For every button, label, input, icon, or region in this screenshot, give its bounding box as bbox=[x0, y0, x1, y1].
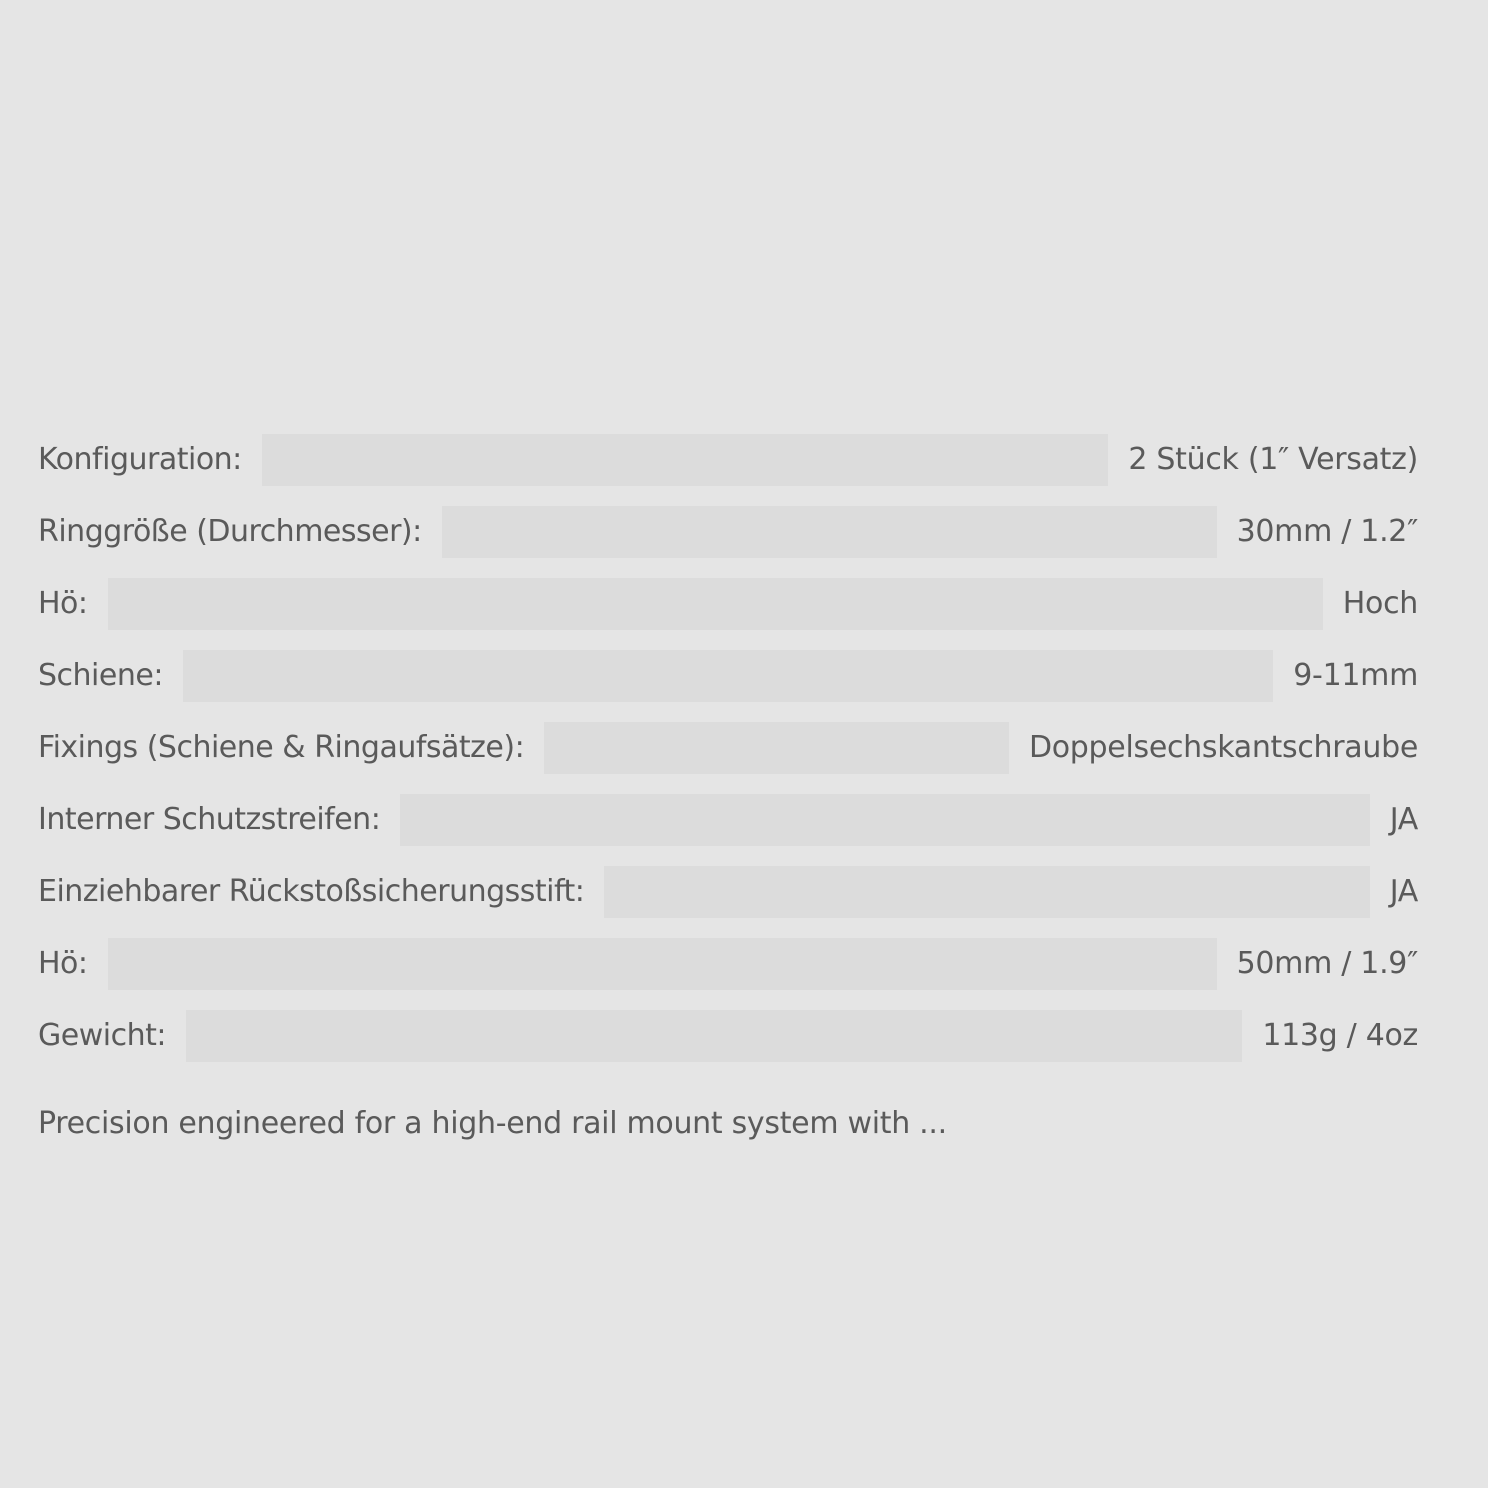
clipped-description-content: Precision engineered for a high-end rail mount system with ... bbox=[38, 1106, 947, 1141]
spec-value: Hoch bbox=[1342, 586, 1418, 621]
spec-value: JA bbox=[1389, 874, 1418, 909]
spec-leader-bar bbox=[262, 434, 1109, 486]
spec-label: Konfiguration: bbox=[38, 442, 242, 477]
spec-value: 30mm / 1.2″ bbox=[1236, 514, 1418, 549]
spec-leader-bar bbox=[108, 938, 1217, 990]
spec-value: 9-11mm bbox=[1293, 658, 1418, 693]
spec-value: 2 Stück (1″ Versatz) bbox=[1128, 442, 1418, 477]
spec-label: Fixings (Schiene & Ringaufsätze): bbox=[38, 730, 525, 765]
spec-leader-bar bbox=[183, 650, 1273, 702]
spec-list bbox=[38, 434, 1418, 1082]
clipped-description-text bbox=[38, 1098, 1198, 1141]
spec-row bbox=[38, 578, 1418, 630]
spec-leader-bar bbox=[400, 794, 1369, 846]
spec-leader-bar bbox=[108, 578, 1323, 630]
spec-label: Ringgröße (Durchmesser): bbox=[38, 514, 422, 549]
spec-label: Gewicht: bbox=[38, 1018, 166, 1053]
spec-label: Hö: bbox=[38, 586, 88, 621]
spec-row bbox=[38, 506, 1418, 558]
spec-row bbox=[38, 866, 1418, 918]
spec-row bbox=[38, 434, 1418, 486]
spec-label: Hö: bbox=[38, 946, 88, 981]
spec-value: JA bbox=[1389, 802, 1418, 837]
spec-leader-bar bbox=[604, 866, 1369, 918]
spec-leader-bar bbox=[544, 722, 1009, 774]
spec-leader-bar bbox=[186, 1010, 1242, 1062]
spec-row bbox=[38, 722, 1418, 774]
spec-leader-bar bbox=[442, 506, 1217, 558]
spec-row bbox=[38, 1010, 1418, 1062]
spec-row bbox=[38, 794, 1418, 846]
spec-label: Schiene: bbox=[38, 658, 163, 693]
spec-value: 50mm / 1.9″ bbox=[1236, 946, 1418, 981]
spec-label: Einziehbarer Rückstoßsicherungsstift: bbox=[38, 874, 585, 909]
spec-value: Doppelsechskantschraube bbox=[1028, 730, 1418, 765]
spec-value: 113g / 4oz bbox=[1262, 1018, 1418, 1053]
spec-row bbox=[38, 938, 1418, 990]
spec-row bbox=[38, 650, 1418, 702]
spec-label: Interner Schutzstreifen: bbox=[38, 802, 381, 837]
